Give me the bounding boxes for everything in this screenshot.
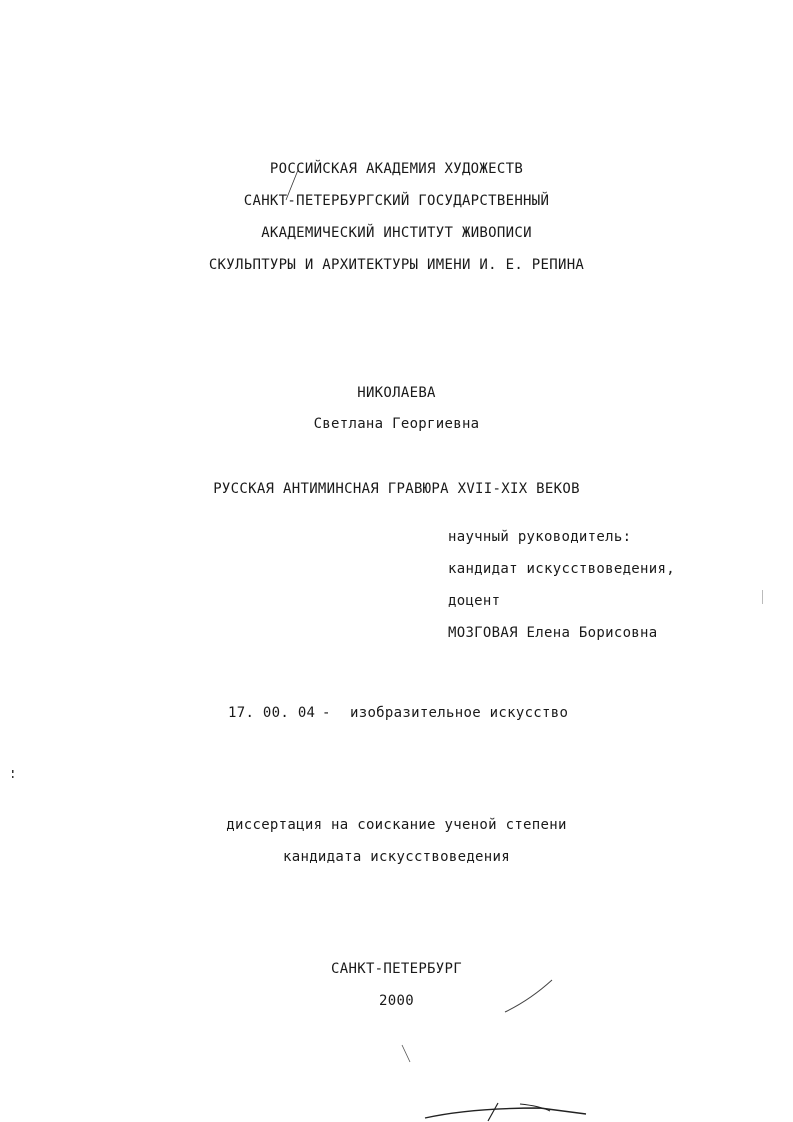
specialty-dash: - <box>322 705 331 721</box>
specialty-code: 17. 00. 04 <box>228 705 316 721</box>
scan-speck <box>762 590 763 604</box>
supervisor-degree: кандидат искусствоведения, <box>448 561 675 577</box>
handwritten-stroke <box>286 170 298 200</box>
institution-line-2: САНКТ-ПЕТЕРБУРГСКИЙ ГОСУДАРСТВЕННЫЙ <box>243 193 550 209</box>
author-given-names: Светлана Георгиевна <box>313 416 480 432</box>
purpose-line-2: кандидата искусствоведения <box>283 849 510 865</box>
handwritten-signature <box>488 1103 498 1121</box>
supervisor-rank: доцент <box>448 593 501 609</box>
supervisor-name: МОЗГОВАЯ Елена Борисовна <box>448 625 658 641</box>
purpose-line-1: диссертация на соискание ученой степени <box>226 817 567 833</box>
institution-line-4: СКУЛЬПТУРЫ И АРХИТЕКТУРЫ ИМЕНИ И. Е. РЕПИНА <box>208 257 585 273</box>
handwritten-stroke <box>402 1045 410 1062</box>
scan-speck <box>12 770 14 773</box>
handwritten-stroke <box>505 980 552 1012</box>
year: 2000 <box>379 993 414 1009</box>
author-surname: НИКОЛАЕВА <box>357 385 436 401</box>
city: САНКТ-ПЕТЕРБУРГ <box>331 961 462 977</box>
dissertation-title: РУССКАЯ АНТИМИНСНАЯ ГРАВЮРА XVII-XIX ВЕКОВ <box>213 481 580 497</box>
handwritten-signature <box>425 1108 586 1118</box>
institution-line-3: АКАДЕМИЧЕСКИЙ ИНСТИТУТ ЖИВОПИСИ <box>261 225 532 241</box>
scan-speck <box>12 776 14 778</box>
specialty-name: изобразительное искусство <box>350 705 569 721</box>
supervisor-role: научный руководитель: <box>448 529 632 545</box>
institution-line-1: РОССИЙСКАЯ АКАДЕМИЯ ХУДОЖЕСТВ <box>269 161 524 177</box>
